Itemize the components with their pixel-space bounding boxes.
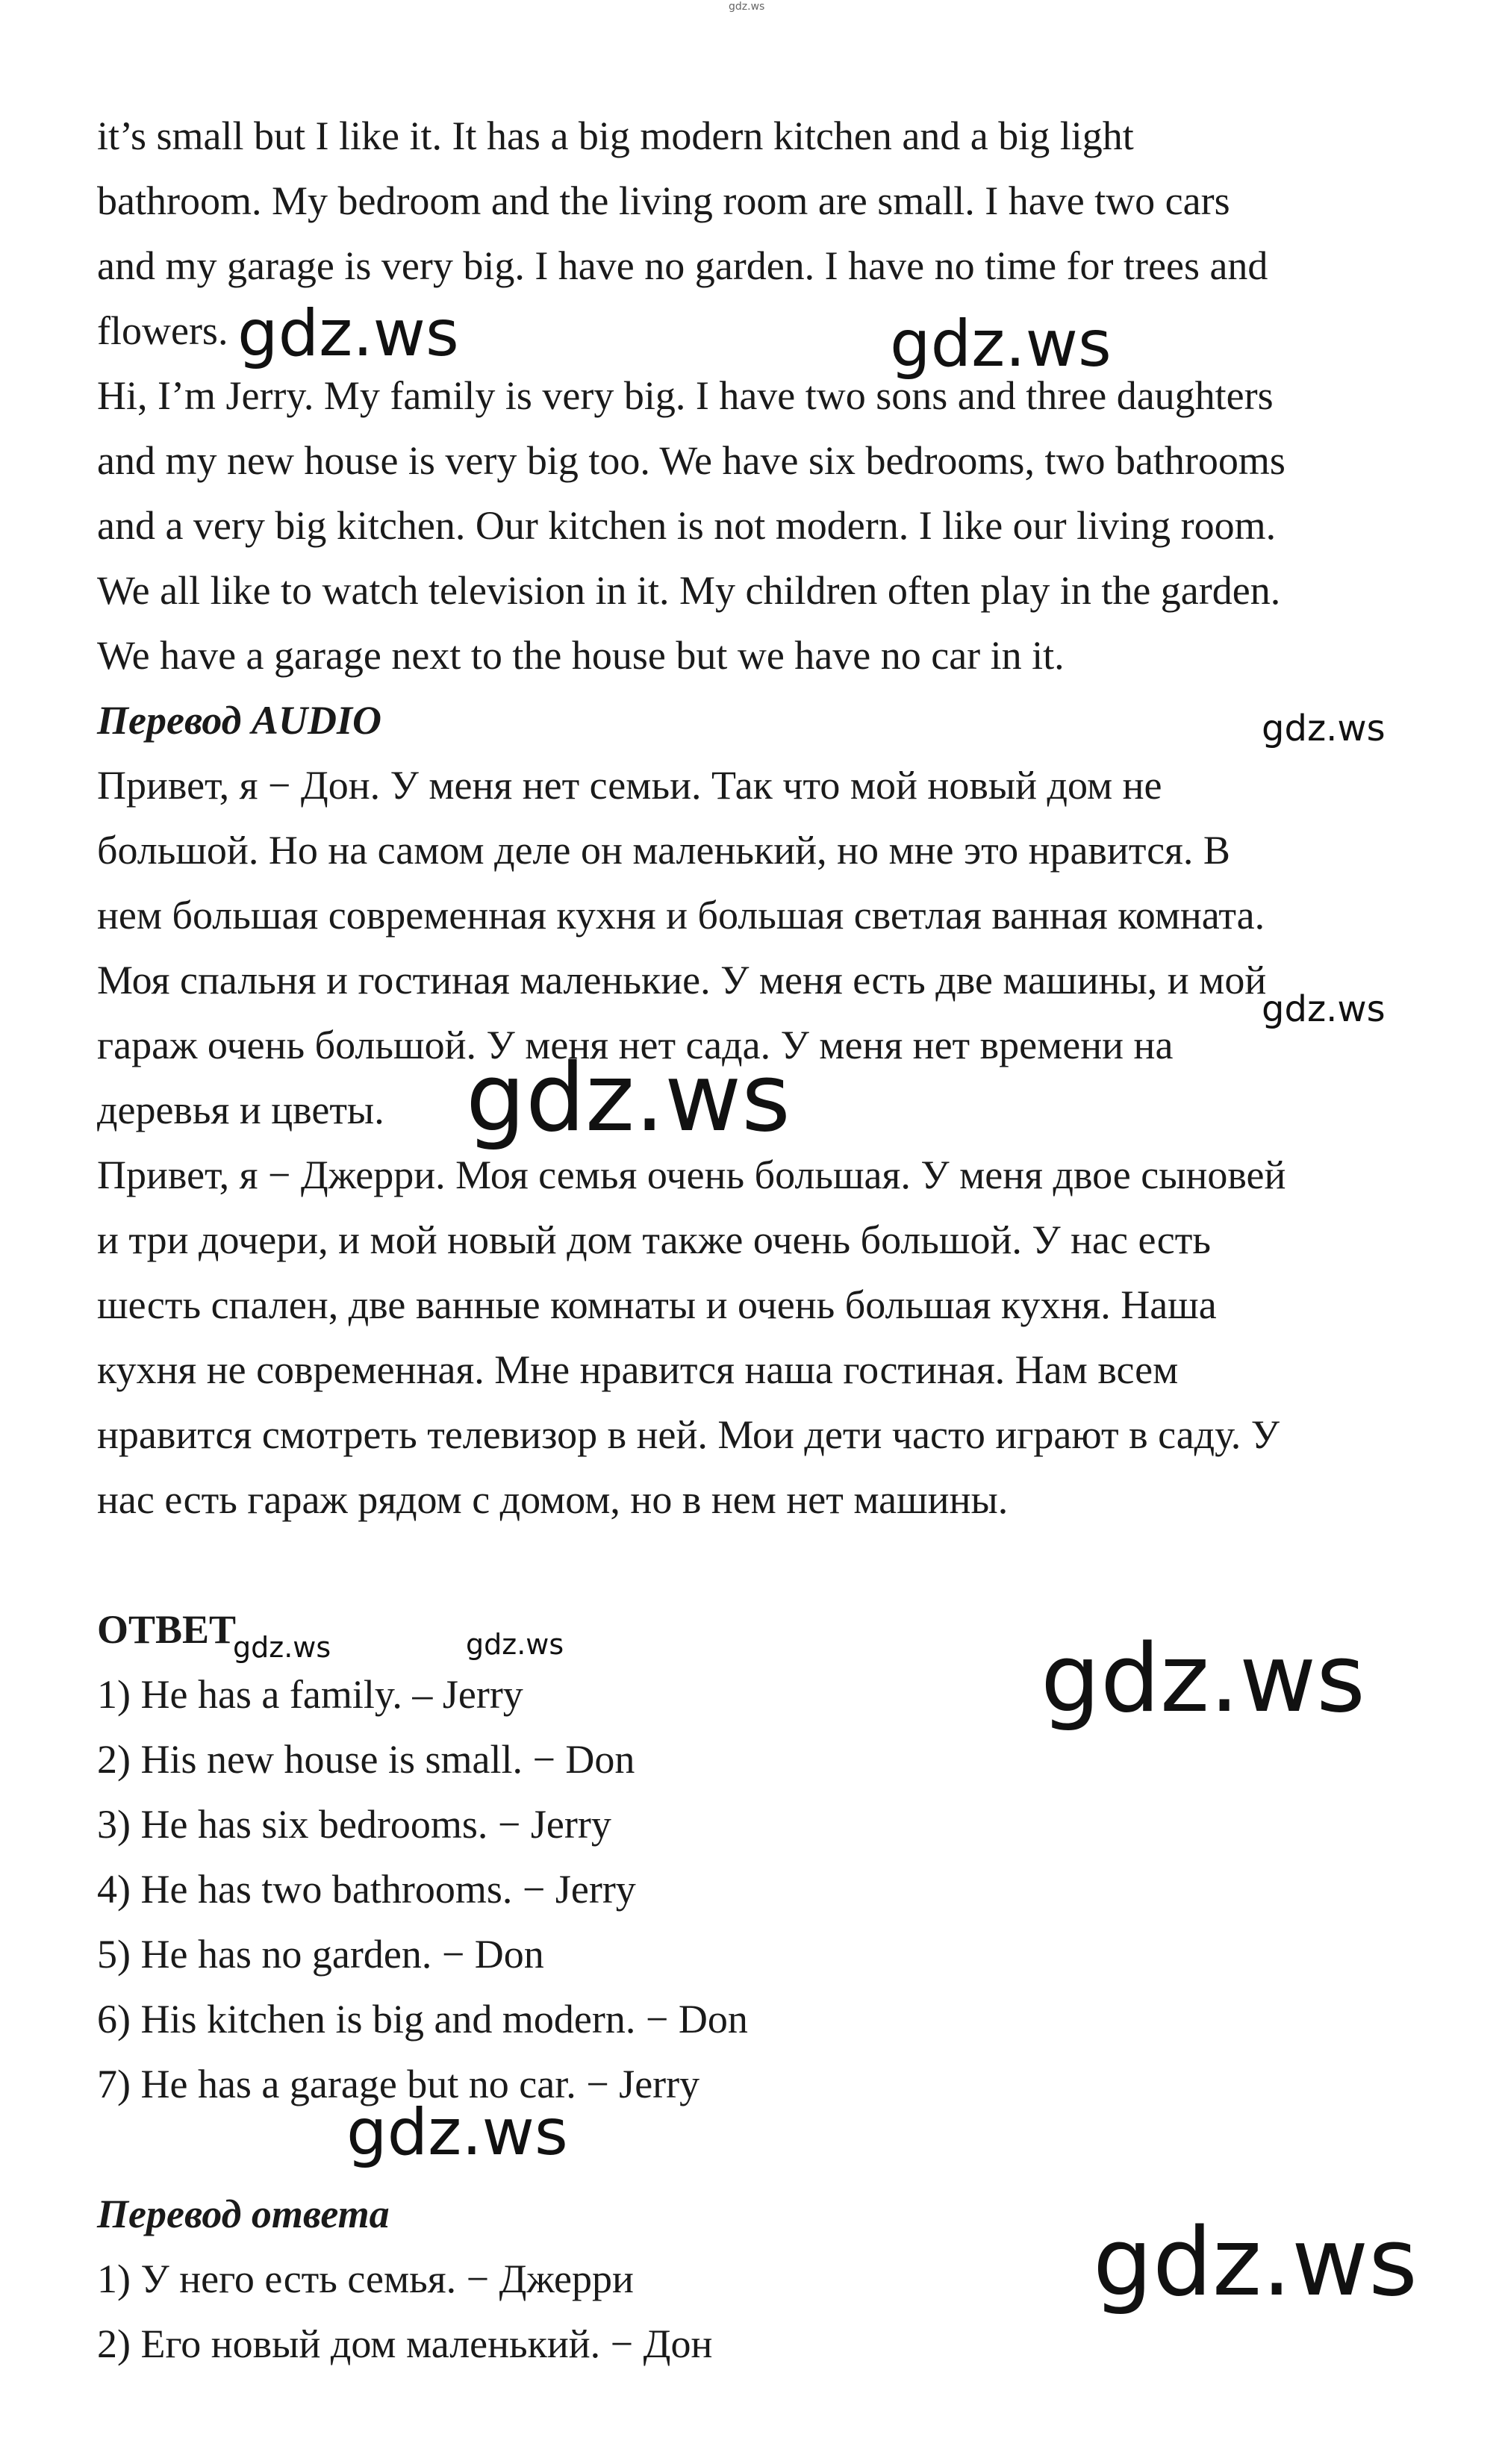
translation-line: Привет, я − Джерри. Моя семья очень большая. У меня двое сыновей <box>97 1153 1286 1197</box>
watermark: gdz.ws <box>1262 988 1386 1030</box>
answer-item: 5) He has no garden. − Don <box>97 1932 544 1977</box>
english-line: and my new house is very big too. We have six bedrooms, two bathrooms <box>97 438 1286 483</box>
watermark: gdz.ws <box>466 1043 791 1153</box>
answer-item: 4) He has two bathrooms. − Jerry <box>97 1867 636 1912</box>
translation-line: кухня не современная. Мне нравится наша гостиная. Нам всем <box>97 1347 1179 1392</box>
watermark: gdz.ws <box>233 1631 331 1664</box>
english-line: We have a garage next to the house but we have no car in it. <box>97 633 1065 678</box>
answer-item: 2) His new house is small. − Don <box>97 1737 635 1782</box>
translation-line: нравится смотреть телевизор в ней. Мои дети часто играют в саду. У <box>97 1412 1280 1457</box>
watermark: gdz.ws <box>890 307 1112 381</box>
answer-item: 7) He has a garage but no car. − Jerry <box>97 2062 700 2106</box>
watermark: gdz.ws <box>466 1628 564 1661</box>
english-line: and a very big kitchen. Our kitchen is not modern. I like our living room. <box>97 503 1277 548</box>
watermark: gdz.ws <box>1041 1624 1365 1733</box>
watermark: gdz.ws <box>1262 708 1386 749</box>
translation-line: нас есть гараж рядом с домом, но в нем нет машины. <box>97 1477 1009 1522</box>
answer-item: 1) He has a family. – Jerry <box>97 1672 523 1717</box>
english-line: bathroom. My bedroom and the living room are small. I have two cars <box>97 178 1230 223</box>
translation-line: деревья и цветы. <box>97 1088 384 1132</box>
watermark-top: gdz.ws <box>729 1 765 13</box>
translation-line: нем большая современная кухня и большая светлая ванная комната. <box>97 893 1265 938</box>
translation-heading: Перевод AUDIO <box>97 698 381 743</box>
translation-line: Привет, я − Дон. У меня нет семьи. Так что мой новый дом не <box>97 763 1162 808</box>
english-line: We all like to watch television in it. My children often play in the garden. <box>97 568 1281 613</box>
english-line: and my garage is very big. I have no garden. I have no time for trees and <box>97 243 1268 288</box>
answer-heading: ОТВЕТ <box>97 1607 237 1652</box>
translation-line: Моя спальня и гостиная маленькие. У меня есть две машины, и мой <box>97 958 1267 1002</box>
translation-line: большой. Но на самом деле он маленький, но мне это нравится. В <box>97 828 1230 873</box>
watermark: gdz.ws <box>346 2095 568 2170</box>
english-line: flowers. <box>97 308 228 353</box>
english-line: Hi, I’m Jerry. My family is very big. I have two sons and three daughters <box>97 373 1274 418</box>
answer-translation-item: 2) Его новый дом маленький. − Дон <box>97 2321 713 2366</box>
translation-line: и три дочери, и мой новый дом также очень большой. У нас есть <box>97 1217 1211 1262</box>
answer-translation-item: 1) У него есть семья. − Джерри <box>97 2256 634 2301</box>
watermark: gdz.ws <box>237 296 459 371</box>
answer-translation-heading: Перевод ответа <box>97 2192 390 2236</box>
translation-line: гараж очень большой. У меня нет сада. У меня нет времени на <box>97 1023 1174 1067</box>
answer-item: 3) He has six bedrooms. − Jerry <box>97 1802 611 1847</box>
watermark: gdz.ws <box>1093 2207 1418 2317</box>
english-line: it’s small but I like it. It has a big modern kitchen and a big light <box>97 113 1134 158</box>
translation-line: шесть спален, две ванные комнаты и очень большая кухня. Наша <box>97 1282 1217 1327</box>
answer-item: 6) His kitchen is big and modern. − Don <box>97 1997 748 2042</box>
